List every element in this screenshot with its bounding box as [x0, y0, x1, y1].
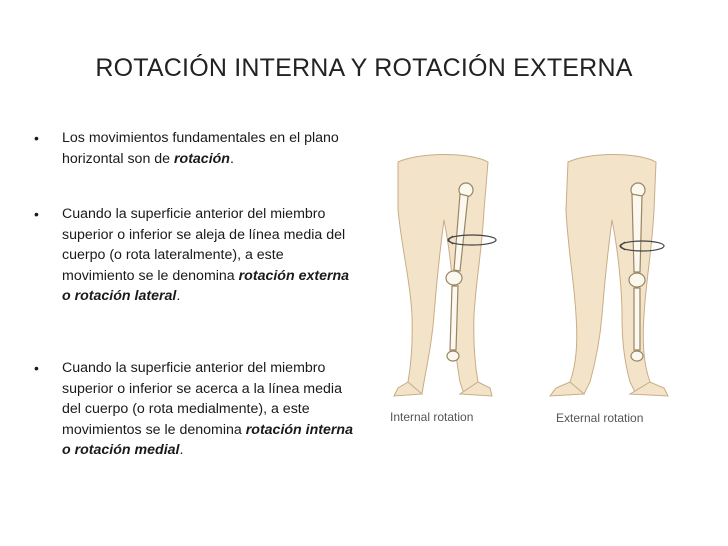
bullet-emphasis: rotación — [174, 150, 230, 167]
bullet-text: Cuando la superficie anterior del miembro superior o inferior se acerca a la línea media del cuerpo (o rota medialmente), a este movimientos se le denomina — [62, 360, 342, 438]
bullet-end: . — [229, 150, 234, 167]
bullet-icon: • — [34, 206, 39, 222]
bullet-end: . — [176, 288, 181, 304]
bullet-item-2 — [34, 204, 354, 307]
bullet-icon: • — [34, 360, 39, 376]
external-rotation-legs — [550, 155, 668, 397]
rotation-figure — [380, 150, 710, 440]
bullet-icon: • — [34, 130, 39, 146]
caption-external-rotation: External rotation — [556, 411, 644, 425]
bullet-end: . — [179, 442, 184, 458]
bullet-text: Cuando la superficie anterior del miembro superior o inferior se aleja de línea media del cuerpo (o rota lateralmente), a este movimiento se le denomina — [62, 206, 346, 284]
bullet-item-3 — [34, 358, 354, 461]
slide-title: ROTACIÓN INTERNA Y ROTACIÓN EXTERNA — [95, 54, 633, 82]
legs-illustration — [380, 150, 710, 410]
bullet-text: Los movimientos fundamentales en el plano horizontal son de — [62, 130, 339, 167]
internal-rotation-legs — [394, 155, 492, 397]
bullet-emphasis: rotación interna o rotación medial — [62, 421, 353, 458]
caption-internal-rotation: Internal rotation — [390, 410, 474, 424]
bullet-item-1 — [34, 128, 354, 169]
bullet-emphasis: rotación externa o rotación lateral — [62, 267, 350, 304]
